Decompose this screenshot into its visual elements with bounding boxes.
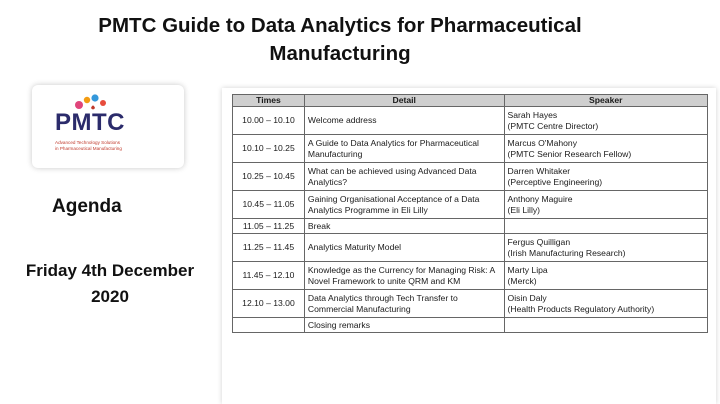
logo-tagline: Advanced Technology Solutions in Pharmaceutical Manufacturing	[55, 140, 122, 151]
row-detail	[304, 234, 504, 262]
table-row	[233, 219, 708, 234]
agenda-table	[232, 94, 708, 333]
detail-line: Knowledge as the Currency for Managing Risk: A	[307, 264, 496, 275]
row-speaker	[504, 135, 707, 163]
row-speaker	[504, 107, 707, 135]
row-detail	[304, 318, 504, 333]
speaker-line: Marty Lipa	[507, 264, 548, 275]
row-time: 11.25 – 11.45	[233, 234, 305, 262]
table-header-row	[233, 95, 708, 107]
row-detail	[304, 262, 504, 290]
row-time: 10.10 – 10.25	[233, 135, 305, 163]
speaker-line: Marcus O'Mahony	[507, 137, 578, 148]
logo-card	[32, 85, 184, 168]
pmtc-logo	[55, 94, 165, 160]
detail-line: Gaining Organisational Acceptance of a Data	[307, 193, 480, 204]
speaker-line: Darren Whitaker	[507, 165, 571, 176]
detail-line: What can be achieved using Advanced Data	[307, 165, 477, 176]
row-detail	[304, 163, 504, 191]
row-speaker	[504, 191, 707, 219]
row-time: 10.25 – 10.45	[233, 163, 305, 191]
row-speaker	[504, 262, 707, 290]
row-time: 11.45 – 12.10	[233, 262, 305, 290]
table-row	[233, 234, 708, 262]
speaker-line: (Irish Manufacturing Research)	[507, 247, 626, 258]
table-row	[233, 318, 708, 333]
detail-line: Analytics Programme in Eli Lilly	[307, 204, 428, 215]
table-row	[233, 191, 708, 219]
date-line-1: Friday 4th December	[25, 261, 195, 280]
agenda-table-card	[222, 88, 716, 404]
speaker-line: Sarah Hayes	[507, 109, 558, 120]
row-detail	[304, 135, 504, 163]
speaker-line: Oisin Daly	[507, 292, 547, 303]
speaker-line: (PMTC Senior Research Fellow)	[507, 148, 632, 159]
row-detail	[304, 290, 504, 318]
row-detail	[304, 191, 504, 219]
date-line-2: 2020	[91, 287, 129, 306]
speaker-line: Fergus Quilligan	[507, 236, 571, 247]
speaker-line: (Merck)	[507, 275, 537, 286]
header-detail: Detail	[304, 95, 504, 107]
row-speaker	[504, 219, 707, 234]
detail-line: Commercial Manufacturing	[307, 303, 411, 314]
page-title	[40, 12, 640, 68]
header-speaker: Speaker	[504, 95, 707, 107]
row-time: 10.45 – 11.05	[233, 191, 305, 219]
detail-line: Analytics?	[307, 176, 348, 187]
row-speaker	[504, 290, 707, 318]
agenda-label: Agenda	[52, 196, 122, 217]
row-detail	[304, 219, 504, 234]
detail-line: Manufacturing	[307, 148, 363, 159]
row-speaker	[504, 163, 707, 191]
header-times: Times	[233, 95, 305, 107]
row-time: 10.00 – 10.10	[233, 107, 305, 135]
row-speaker	[504, 234, 707, 262]
row-time	[233, 318, 305, 333]
title-line-2: Manufacturing	[269, 42, 411, 65]
detail-line: Novel Framework to unite QRM and KM	[307, 275, 461, 286]
table-row	[233, 135, 708, 163]
detail-line: Data Analytics through Tech Transfer to	[307, 292, 458, 303]
speaker-line: (Health Products Regulatory Authority)	[507, 303, 655, 314]
event-date	[10, 258, 210, 310]
row-detail	[304, 107, 504, 135]
speaker-line: (PMTC Centre Director)	[507, 120, 599, 131]
speaker-line: (Eli Lilly)	[507, 204, 541, 215]
detail-line: Break	[307, 220, 331, 231]
row-speaker	[504, 318, 707, 333]
table-row	[233, 290, 708, 318]
detail-line: A Guide to Data Analytics for Pharmaceutical	[307, 137, 479, 148]
detail-line: Welcome address	[307, 115, 377, 125]
speaker-line: (Perceptive Engineering)	[507, 176, 603, 187]
logo-text: PMTC	[55, 109, 125, 136]
row-time: 12.10 – 13.00	[233, 290, 305, 318]
row-time: 11.05 – 11.25	[233, 219, 305, 234]
table-row	[233, 107, 708, 135]
table-row	[233, 262, 708, 290]
table-row	[233, 163, 708, 191]
detail-line: Closing remarks	[307, 319, 371, 330]
title-line-1: PMTC Guide to Data Analytics for Pharmaceutical	[98, 14, 582, 37]
detail-line: Analytics Maturity Model	[307, 242, 402, 252]
speaker-line: Anthony Maguire	[507, 193, 573, 204]
